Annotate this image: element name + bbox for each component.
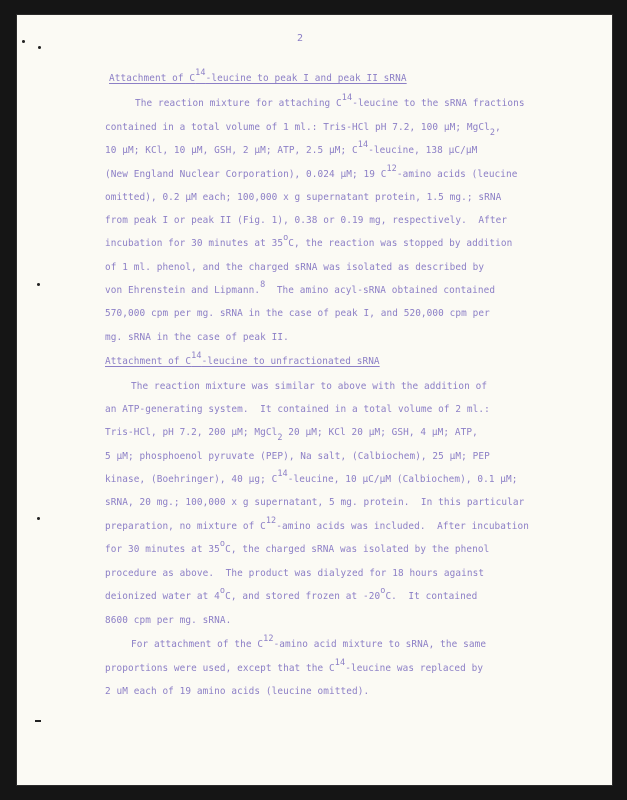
superscript: o <box>219 539 226 549</box>
superscript: 14 <box>334 658 346 668</box>
text-run: 570,000 cpm per mg. sRNA in the case of peak I, and 520,000 cpm per <box>105 308 490 319</box>
text-line <box>105 122 501 138</box>
margin-speck <box>37 283 40 286</box>
margin-speck <box>37 517 40 520</box>
margin-speck <box>38 46 41 49</box>
text-line <box>105 192 501 204</box>
text-run: omitted), 0.2 µM each; 100,000 x g supernatant protein, 1.5 mg.; sRNA <box>105 192 502 203</box>
text-line <box>105 404 490 416</box>
text-run: Attachment of C <box>109 73 196 84</box>
superscript: 14 <box>277 469 288 479</box>
text-line <box>105 658 484 675</box>
page-number: 2 <box>297 33 304 44</box>
text-run: proportions were used, except that the C <box>105 663 335 674</box>
text-run: C. It contained <box>385 591 478 602</box>
text-run: C, the reaction was stopped by addition <box>288 238 513 249</box>
text-run: -amino acids was included. After incubation <box>276 521 530 532</box>
text-run: from peak I or peak II (Fig. 1), 0.38 or 0.19 mg, respectively. After <box>105 215 508 226</box>
text-run: preparation, no mixture of C <box>105 521 266 532</box>
text-run: 10 µM; KCl, 10 µM, GSH, 2 µM; ATP, 2.5 µM; C <box>105 145 358 156</box>
text-run: sRNA, 20 mg.; 100,000 x g supernatant, 5 mg. protein. In this particular <box>105 497 525 508</box>
text-line <box>105 262 484 274</box>
text-line <box>105 568 484 580</box>
text-run: -leucine, 10 µC/µM (Calbiochem), 0.1 µM; <box>287 474 518 485</box>
text-run: The amino acyl-sRNA obtained contained <box>265 285 496 296</box>
text-line <box>105 308 490 320</box>
text-line <box>135 93 525 110</box>
text-run: procedure as above. The product was dialyzed for 18 hours against <box>105 568 485 579</box>
text-run: an ATP-generating system. It contained in a total volume of 2 ml.: <box>105 404 490 415</box>
superscript: 8 <box>260 280 266 290</box>
text-line <box>105 686 369 698</box>
text-run: contained in a total volume of 1 ml.: Tris-HCl pH 7.2, 100 µM; MgCl <box>105 122 490 133</box>
text-line <box>105 539 490 556</box>
superscript: o <box>283 233 289 243</box>
margin-speck <box>35 720 41 722</box>
text-run: 2 uM each of 19 amino acids (leucine omitted). <box>105 686 370 697</box>
text-line <box>131 381 487 393</box>
text-run: von Ehrenstein and Lipmann. <box>105 285 261 296</box>
text-run: -leucine to the sRNA fractions <box>352 98 525 109</box>
superscript: 14 <box>195 68 206 78</box>
text-run: mg. sRNA in the case of peak II. <box>105 332 289 343</box>
text-line <box>105 451 490 463</box>
text-line <box>105 233 513 250</box>
superscript: o <box>219 586 226 596</box>
subscript: 2 <box>489 128 496 138</box>
text-run: Attachment of C <box>105 356 192 367</box>
text-line <box>105 516 530 533</box>
subscript: 2 <box>277 433 283 443</box>
text-run: -amino acid mixture to sRNA, the same <box>273 639 487 650</box>
superscript: o <box>380 586 386 596</box>
text-run: (New England Nuclear Corporation), 0.024 µM; 19 C <box>105 169 387 180</box>
superscript: 14 <box>341 93 353 103</box>
text-line <box>105 497 524 509</box>
text-run: -leucine to unfractionated sRNA <box>201 356 380 367</box>
text-run: The reaction mixture was similar to above with the addition of <box>131 381 488 392</box>
text-run: -leucine, 138 µC/µM <box>368 145 478 156</box>
text-run: The reaction mixture for attaching C <box>135 98 342 109</box>
superscript: 12 <box>263 634 274 644</box>
section-heading <box>109 68 407 85</box>
text-line <box>131 634 487 651</box>
text-run: For attachment of the C <box>131 639 264 650</box>
text-line <box>105 332 289 344</box>
text-line <box>105 469 518 486</box>
text-line <box>105 215 507 227</box>
text-run: -leucine was replaced by <box>345 663 484 674</box>
section-heading <box>105 351 380 368</box>
text-line <box>105 280 496 297</box>
text-line <box>105 615 231 627</box>
text-line <box>105 140 478 157</box>
text-run: for 30 minutes at 35 <box>105 544 220 555</box>
text-run: C, and stored frozen at -20 <box>225 591 381 602</box>
text-run: -leucine to peak I and peak II sRNA <box>205 73 407 84</box>
text-line <box>105 164 518 181</box>
document-page <box>17 15 612 785</box>
text-run: 8600 cpm per mg. sRNA. <box>105 615 232 626</box>
text-run: Tris-HCl, pH 7.2, 200 µM; MgCl <box>105 427 278 438</box>
text-run: kinase, (Boehringer), 40 µg; C <box>105 474 278 485</box>
margin-speck <box>22 40 25 43</box>
text-run: of 1 ml. phenol, and the charged sRNA was isolated as described by <box>105 262 485 273</box>
superscript: 12 <box>265 516 277 526</box>
superscript: 14 <box>191 351 202 361</box>
superscript: 12 <box>386 164 397 174</box>
text-run: -amino acids (leucine <box>396 169 518 180</box>
text-run: incubation for 30 minutes at 35 <box>105 238 284 249</box>
superscript: 14 <box>357 140 369 150</box>
text-run: 5 µM; phosphoenol pyruvate (PEP), Na salt, (Calbiochem), 25 µM; PEP <box>105 451 490 462</box>
text-run: , <box>495 122 501 133</box>
text-run: 20 µM; KCl 20 µM; GSH, 4 µM; ATP, <box>282 427 478 438</box>
text-run: C, the charged sRNA was isolated by the phenol <box>225 544 490 555</box>
text-line <box>105 586 478 603</box>
text-line <box>105 427 478 443</box>
text-run: deionized water at 4 <box>105 591 220 602</box>
